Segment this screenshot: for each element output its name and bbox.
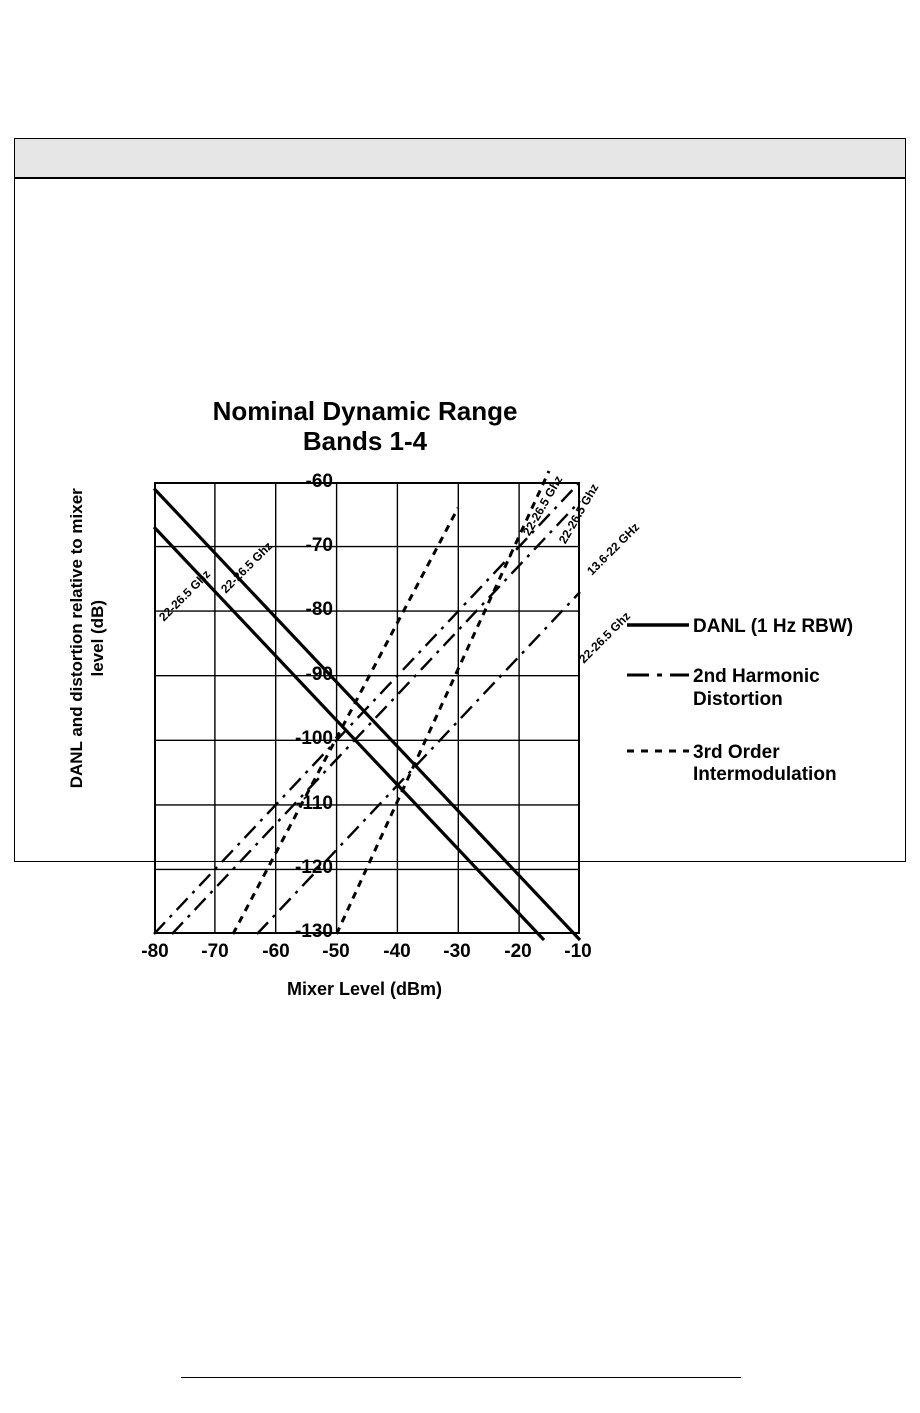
y-tick-label: -70 [305, 535, 333, 556]
series-3rd-order-b [337, 471, 549, 934]
y-axis-label: DANL and distortion relative to mixer level (dB) [66, 488, 107, 789]
y-tick-label: -110 [296, 793, 333, 814]
series-danl [154, 489, 580, 941]
footer-rule [181, 1377, 741, 1378]
x-axis-label: Mixer Level (dBm) [286, 979, 443, 999]
x-tick-label: -70 [201, 941, 229, 962]
legend-label-danl: DANL (1 Hz RBW) [693, 616, 854, 637]
curve-annotation-2nd-harmonic-b: 13.6-22 GHz [584, 519, 643, 578]
y-tick-label: -100 [294, 728, 333, 749]
chart-svg [154, 482, 580, 934]
series-danl-lower [154, 527, 544, 940]
legend-item-3rd-order [627, 742, 907, 788]
y-tick-label: -130 [294, 921, 333, 942]
y-tick-label: -90 [305, 664, 333, 685]
y-tick-label: -60 [305, 471, 333, 492]
curve-annotation-2nd-harmonic-a: 22-26.5 Ghz [555, 481, 602, 546]
series-3rd-order [233, 471, 549, 934]
x-tick-label: -60 [262, 941, 290, 962]
y-tick-label: -80 [305, 599, 333, 620]
figure-container [14, 178, 906, 999]
legend-item-2nd-harmonic [627, 666, 907, 712]
x-tick-label: -20 [504, 941, 532, 962]
curve-annotation-2nd-harmonic-c: 22-26.5 Ghz [576, 608, 634, 666]
chart-title [155, 397, 575, 457]
legend-item-danl [627, 616, 907, 640]
x-tick-label: -30 [443, 941, 471, 962]
series-2nd-harmonic-c [257, 592, 580, 934]
curve-annotation-3rd-order: 22-26.5 Ghz [519, 473, 566, 538]
legend-label-3rd-order: 3rd Order Intermodulation [693, 741, 837, 786]
x-tick-label: -10 [564, 941, 592, 962]
chart-title-main: Nominal Dynamic Range [212, 396, 518, 426]
legend-label-2nd-harmonic: 2nd Harmonic Distortion [693, 666, 820, 710]
y-tick-label: -120 [294, 857, 333, 878]
x-tick-label: -50 [322, 941, 350, 962]
curve-annotation-danl-lower: 22-26.5 Ghz [156, 566, 214, 624]
legend-key-solid-icon [627, 618, 693, 640]
series-2nd-harmonic [154, 482, 580, 934]
legend-key-dash-dot-icon [627, 668, 693, 690]
chart-subtitle: Bands 1-4 [302, 425, 428, 456]
x-tick-label: -40 [383, 941, 411, 962]
legend-key-dotted-icon [627, 744, 693, 766]
series-danl-upper [154, 489, 580, 941]
chart-legend [627, 616, 907, 813]
header-band [14, 138, 906, 178]
series-2nd-harmonic-a [154, 482, 580, 934]
x-tick-label: -80 [141, 941, 169, 962]
curve-annotation-danl-upper: 22-26.5 Ghz [218, 538, 276, 596]
